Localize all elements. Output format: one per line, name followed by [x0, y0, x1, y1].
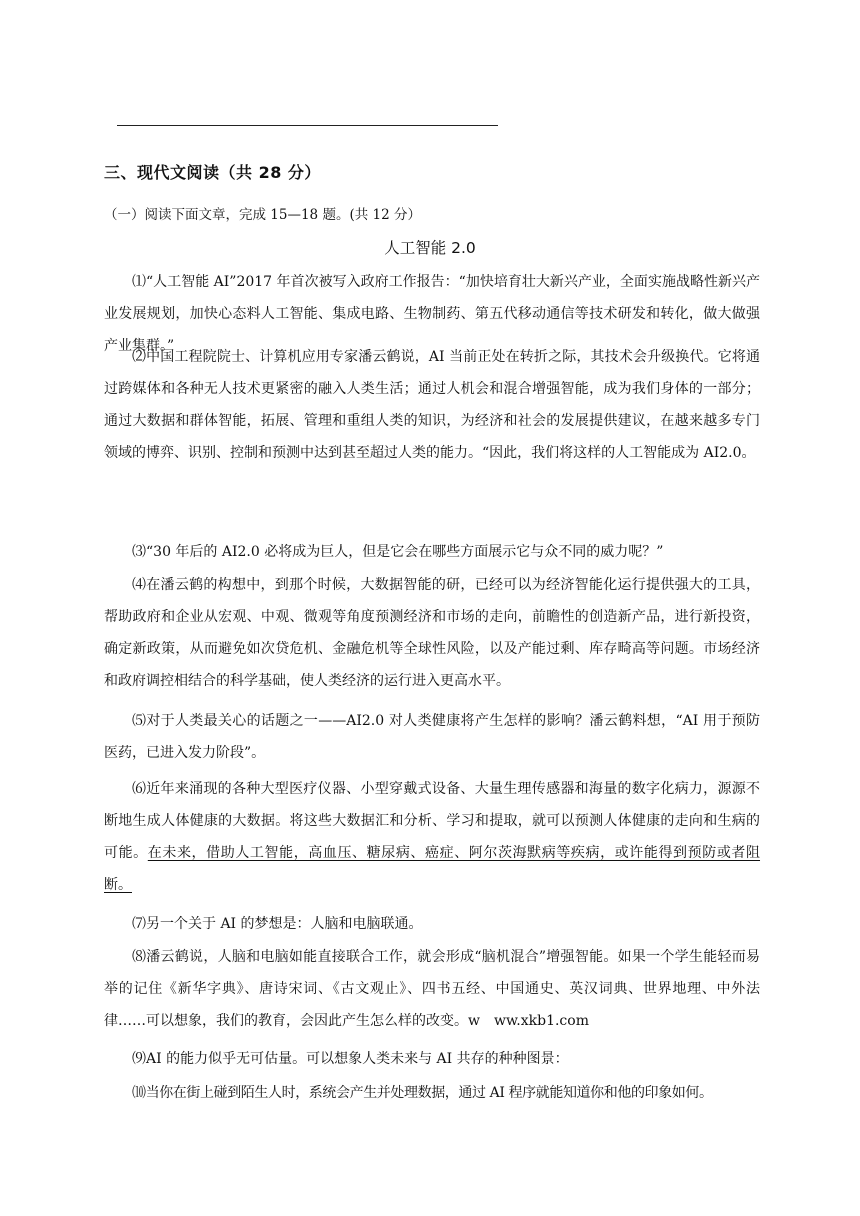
paragraph-5: ⑸对于人类最关心的话题之一——AI2.0 对人类健康将产生怎样的影响？潘云鹤料想，“AI 用于预防医药，已进入发力阶段”。	[104, 713, 760, 761]
paragraph-7: ⑺另一个关于 AI 的梦想是：人脑和电脑联通。	[132, 916, 423, 932]
sub-heading: （一）阅读下面文章，完成 15—18 题。(共 12 分）	[104, 207, 421, 223]
answer-blank-line	[117, 125, 498, 126]
paragraph-8: ⑻潘云鹤说，人脑和电脑如能直接联合工作，就会形成“脑机混合”增强智能。如果一个学生能轻而易举的记住《新华字典》、唐诗宋词、《古文观止》、四书五经、中国通史、英汉词典、世界地理、中外法律……可以想象，我们的教育，会因此产生怎么样的改变。w ww.xkb1.com	[104, 949, 760, 1029]
section-heading: 三、现代文阅读（共 28 分）	[104, 163, 321, 182]
paragraph-10: ⑽当你在街上碰到陌生人时，系统会产生并处理数据，通过 AI 程序就能知道你和他的印象如何。	[132, 1085, 713, 1101]
article-title: 人工智能 2.0	[384, 239, 476, 257]
paragraph-2: ⑵中国工程院院士、计算机应用专家潘云鹤说，AI 当前正处在转折之际，其技术会升级换代。它将通过跨媒体和各种无人技术更紧密的融入人类生活；通过人机会和混合增强智能，成为我们身体的一部分；通过大数据和群体智能，拓展、管理和重组人类的知识，为经济和社会的发展提供建议，在越来越多专门领域的博弈、识别、控制和预测中达到甚至超过人类的能力。“因此，我们将这样的人工智能成为 AI2.0。	[104, 349, 760, 461]
paragraph-6-underlined-text: 在未来，借助人工智能，高血压、糖尿病、癌症、阿尔茨海默病等疾病，或许能得到预防或者阻断。	[104, 845, 761, 893]
paragraph-3: ⑶“30 年后的 AI2.0 必将成为巨人，但是它会在哪些方面展示它与众不同的威力呢？”	[132, 544, 664, 560]
paragraph-4: ⑷在潘云鹤的构想中，到那个时候，大数据智能的研，已经可以为经济智能化运行提供强大的工具，帮助政府和企业从宏观、中观、微观等角度预测经济和市场的走向，前瞻性的创造新产品，进行新投资，确定新政策，从而避免如次贷危机、金融危机等全球性风险，以及产能过剩、库存畸高等问题。市场经济和政府调控相结合的科学基础，使人类经济的运行进入更高水平。	[104, 577, 760, 689]
paragraph-1: ⑴“人工智能 AI”2017 年首次被写入政府工作报告：“加快培育壮大新兴产业，全面实施战略性新兴产业发展规划，加快心态料人工智能、集成电路、生物制药、第五代移动通信等技术研发和转化，做大做强产业集群。”	[104, 274, 760, 354]
paragraph-9: ⑼AI 的能力似乎无可估量。可以想象人类未来与 AI 共存的种种图景：	[132, 1051, 569, 1067]
paragraph-6-text: ⑹近年来涌现的各种大型医疗仪器、小型穿戴式设备、大量生理传感器和海量的数字化病力，源源不断地生成人体健康的大数据。将这些大数据汇和分析、学习和提取，就可以预测人体健康的走向和生病的可能。	[104, 781, 760, 861]
paragraph-6	[104, 773, 760, 901]
